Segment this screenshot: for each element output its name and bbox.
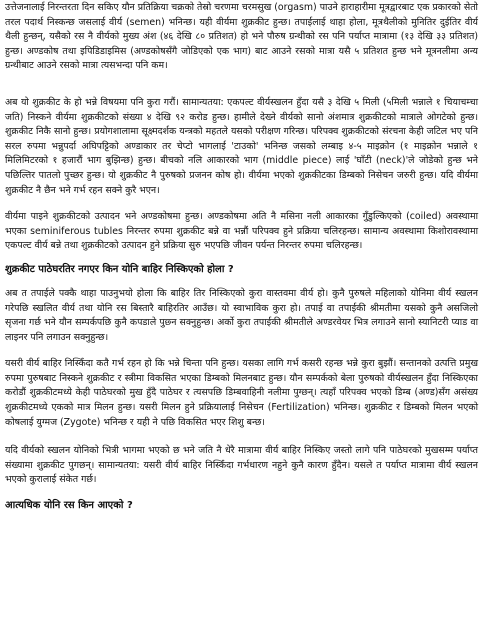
paragraph-sperm-description: अब यो शुक्रकीट के हो भन्ने विषयमा पनि कुरा गरौं। सामान्यतया: एकपल्ट वीर्यस्खलन हुँदा यसै ३ देखि ५ मिली (५मिली भन्नाले १ चियाचम्चा जति) निस्कने वीर्यमा शुक्रकीटको संख्या ४ देखि ९२ करोड हुन्छ। हामीले देख्ने वीर्यको सानो अंशमात्र शुक्रकीटको मात्राले ओगटेको हुन्छ। शुक्रकीट निकै सानो हुन्छ। प्रयोगशालामा सूक्ष्मदर्शक यन्त्रको महतले यसको परीक्षण गरिन्छ। परिपक्व शुक्रकीटको संरचना केही जटिल भए पनि सरल रुपमा भन्नुपर्दा अघिपट्टिको अण्डाकार तर चेप्टो भागलाई 'टाउको' भनिन्छ जसको लम्बाइ ४-५ माइक्रोन (१ माइक्रोन भन्नाले १ मिलिमिटरको १ हजारौं भाग बुझिन्छ) हुन्छ। बीचको नलि आकारको भाग (middle piece) लाई 'घाँटी (neck)'ले जोडेको हुन्छ भने पछिल्तिर पातलो पुच्छर हुन्छ। यो शुक्रकीट नै पुरुषको प्रजनन कोष हो। वीर्यमा भएको शुक्रकीटका डिम्बको निसेचन जरुरी हुन्छ। यदि वीर्यमा शुक्रकीट नै छैन भने गर्भ रहन सक्ने कुरै भएन। xyxy=(5,96,478,196)
article xyxy=(0,1,484,641)
paragraph-ejaculation-note: यदि वीर्यको स्खलन योनिको भित्री भागमा भएको छ भने जति नै धेरै मात्रामा वीर्य बाहिर निस्किए जस्तो लागे पनि पाठेघरको मुखसम्म पर्याप्त संख्यामा शुक्रकीट पुगछन्। सामान्यतया: यसरी वीर्य बाहिर निस्किँदा गर्भधारण नहुने कुनै कारण हुँदैन। यसले त पर्याप्त मात्रामा वीर्य स्खलन भएको कुरालाई संकेत गर्छ। xyxy=(5,445,478,486)
paragraph-semen-intro: उत्तेजनालाई निरन्तरता दिन सकिए यौन प्रतिक्रिया चक्रको तेस्रो चरणमा चरमसुख (orgasm) पाउने हाराहारीमा मूत्रद्वारबाट एक प्रकारको सेतो तरल पदार्थ निस्कन्छ जसलाई वीर्य (semen) भनिन्छ। यही वीर्यमा शुक्रकीट हुन्छ। तपाईलाई थाहा होला, मूत्रथैलीको मुनितिर दुईतिर वीर्य थैली हुन्छन्, यसैको रस नै वीर्यको मुख्य अंश (४६ देखि ८० प्रतिशत) हो भने पौरुष ग्रन्थीको रस पनि पर्याप्त मात्रामा (१३ देखि ३३ प्रतिशत) हुन्छ। अण्डकोष तथा इपिडिडाइमिस (अण्डकोषसँगै जोडिएको एक भाग) बाट आउने रसको मात्रा यसै ५ प्रतिशत हुन्छ भने मूत्रनलीमा अन्य ग्रन्थीबाट आउने रसको मात्रा त्यसभन्दा पनि कम। xyxy=(5,2,478,72)
heading-why-outside: शुक्रकीट पाठेघरतिर नगएर किन योनि बाहिर निस्किएको होला ? xyxy=(5,263,234,275)
heading-excess-fluid: आत्यधिक योनि रस किन आएको ? xyxy=(5,500,133,512)
paragraph-semen-outflow: अब त तपाईले पक्कै थाहा पाउनुभयो होला कि बाहिर तिर निस्किएको कुरा वास्तवमा वीर्य हो। कुनै पुरुषले महिलाको योनिमा वीर्य स्खलन गरेपछि स्खलित वीर्य तथा योनि रस बिस्तारै बाहिरतिर आउँछ। यो स्वाभाविक कुरा हो। तपाई वा तपाईकी श्रीमतीमा यसको कुनै असजिलो सृजना गर्छ भने यौन सम्पर्कपछि कुनै कपडाले पुछ्न सक्नुहुन्छ। अर्को कुरा तपाईकी श्रीमतीले अण्डरवेयर भित्र लगाउने सानो स्यानिटरी प्याड वा लाइनर पनि लगाउन सक्नुहुन्छ। xyxy=(5,287,478,343)
paragraph-pregnancy-concern: यसरी वीर्य बाहिर निस्किँदा कतै गर्भ रहन हो कि भन्ने चिन्ता पनि हुन्छ। यसका लागि गर्भ कसरी रहन्छ भन्ने कुरा बुझौं। सन्तानको उत्पत्ति प्रमुख रुपमा पुरुषबाट निस्कने शुक्रकीट र स्त्रीमा विकसित भएका डिम्बको मिलनबाट हुन्छ। यौन सम्पर्कको बेला पुरुषको वीर्यस्खलन हुँदा निस्किएका करोडौं शुक्रकीटमध्ये केही पाठेघरको मुख हुँदै पाठेघर र त्यसपछि डिम्बवाहिनी नलीमा पुग्छन्। त्यहाँ परिपक्व भएको डिम्ब (अण्ड)सँग असंख्य शुक्रकीटमध्ये एकको मात्र मिलन हुन्छ। यसरी मिलन हुने प्रक्रियालाई निसेचन (Fertilization) भनिन्छ। शुक्रकीट र डिम्बको मिलन भएको कोषलाई युग्मज (Zygote) भनिन्छ र यही ने पछि विकसित भएर शिशु बन्छ। xyxy=(5,358,478,428)
paragraph-sperm-production: वीर्यमा पाइने शुक्रकीटको उत्पादन भने अण्डकोषमा हुन्छ। अण्डकोषमा अति नै मसिना नली आकारका गुँडुल्किएको (coiled) अवस्थामा भएका seminiferous tubles निरन्तर रुपमा शुक्रकीट बन्ने वा भन्नौं परिपक्व हुने प्रक्रिया चलिरहन्छ। सामान्य अवस्थामा किशोरावस्थामा एकपल्ट वीर्य बन्ने तथा शुक्रकीटको उत्पादन हुने प्रक्रिया सुरु भएपछि जीवन पर्यन्त निरन्तर रुपमा चलिरहन्छ। xyxy=(5,211,478,252)
